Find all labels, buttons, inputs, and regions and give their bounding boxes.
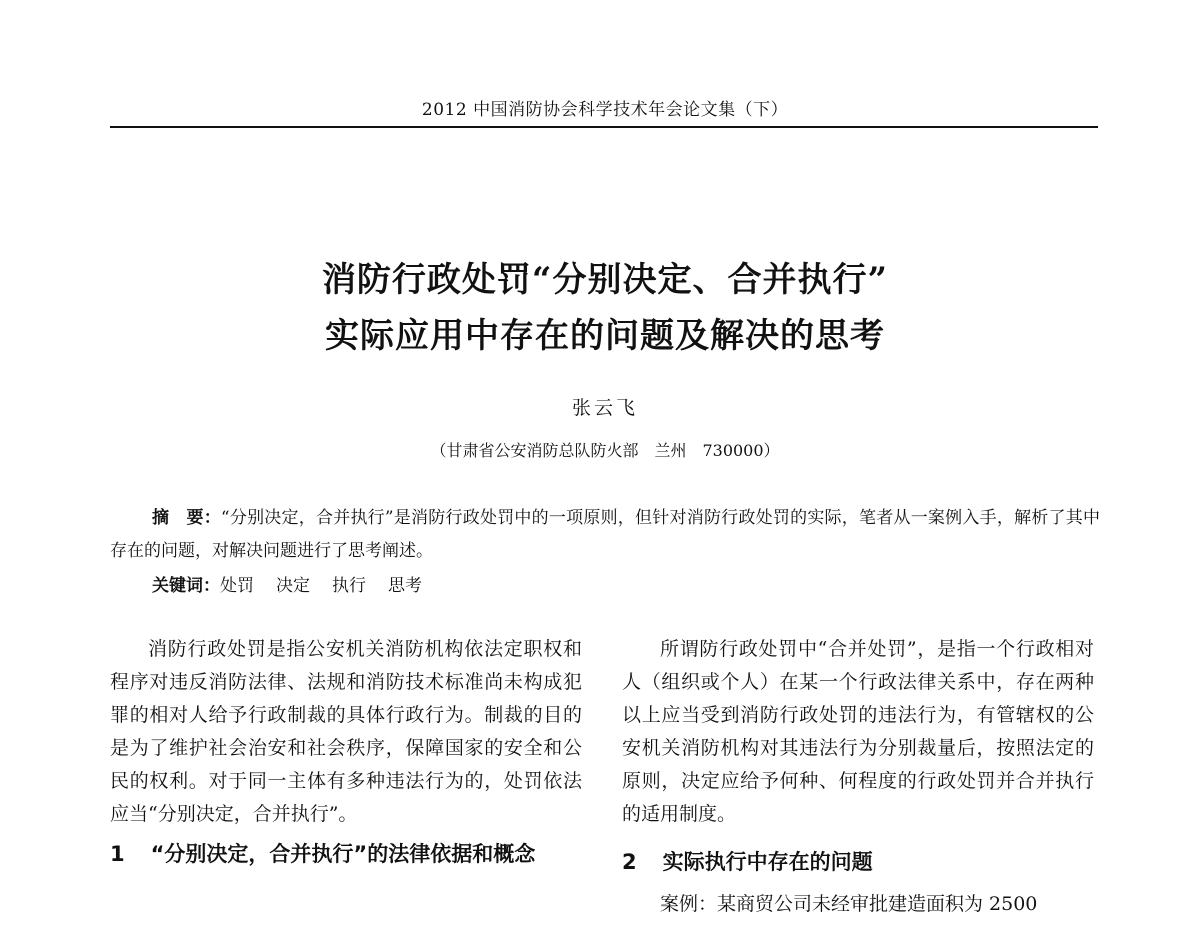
section-2-heading (622, 845, 1094, 880)
case-paragraph: 案例：某商贸公司未经审批建造面积为 2500 (660, 893, 1038, 915)
paper-title-line-2: 实际应用中存在的问题及解决的思考 (325, 316, 885, 356)
left-column (110, 633, 582, 872)
author-name: 张云飞 (571, 397, 638, 419)
author-affiliation: （甘肃省公安消防总队防火部 兰州 730000） (430, 441, 780, 460)
section-2-title: 实际执行中存在的问题 (662, 850, 873, 874)
abstract-text: “分别决定，合并执行”是消防行政处罚中的一项原则，但针对消防行政处罚的实际，笔者从一案例入手，解析了其中存在的问题，对解决问题进行了思考阐述。 (110, 508, 1100, 561)
keywords-label: 关键词： (152, 576, 220, 596)
keywords (152, 571, 1052, 601)
section-1-title: “分别决定，合并执行”的法律依据和概念 (150, 842, 536, 866)
right-column (622, 633, 1094, 921)
keyword-item: 思考 (388, 576, 422, 596)
intro-paragraph: 消防行政处罚是指公安机关消防机构依法定职权和程序对违反消防法律、法规和消防技术标准尚未构成犯罪的相对人给予行政制裁的具体行政行为。制裁的目的是为了维护社会治安和社会秩序，保障国家的安全和公民的权利。对于同一主体有多种违法行为的，处罚依法应当“分别决定，合并执行”。 (110, 638, 582, 825)
paper-title-line-1: 消防行政处罚“分别决定、合并执行” (321, 260, 889, 300)
keyword-item: 执行 (332, 576, 366, 596)
abstract (110, 502, 1100, 568)
section-1-heading (110, 837, 582, 872)
section-1-number: 1 (110, 842, 125, 866)
keyword-item: 处罚 (220, 576, 254, 596)
keyword-item: 决定 (276, 576, 310, 596)
abstract-label: 摘 要： (152, 508, 221, 528)
running-header: 2012 中国消防协会科学技术年会论文集（下） (421, 100, 789, 120)
definition-paragraph: 所谓防行政处罚中“合并处罚”，是指一个行政相对人（组织或个人）在某一个行政法律关系中，存在两种以上应当受到消防行政处罚的违法行为，有管辖权的公安机关消防机构对其违法行为分别裁量后，按照法定的原则，决定应给予何种、何程度的行政处罚并合并执行的适用制度。 (622, 638, 1094, 825)
section-2-number: 2 (622, 850, 637, 874)
header-rule (110, 126, 1098, 128)
